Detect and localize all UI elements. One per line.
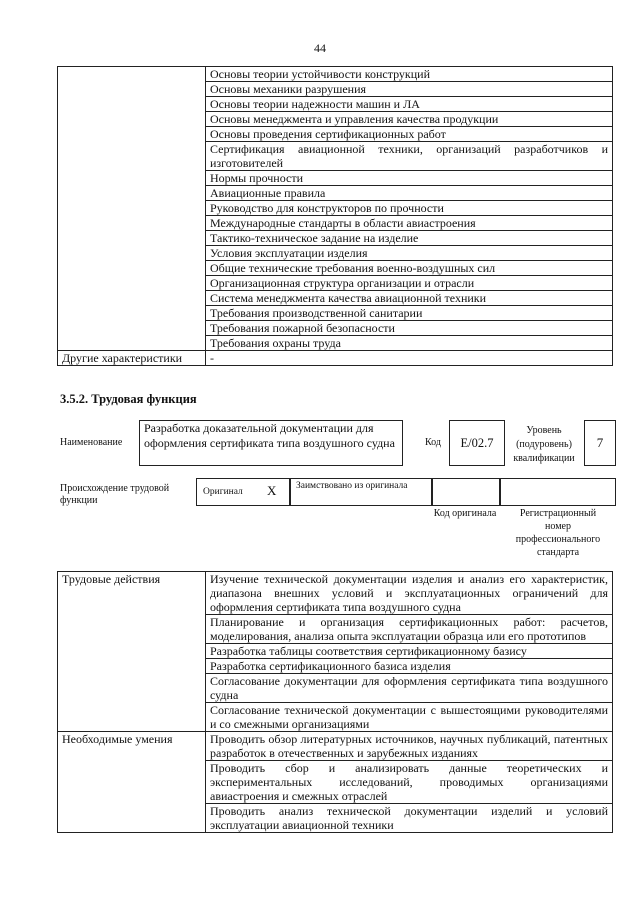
table-row	[58, 732, 613, 761]
table-row	[58, 67, 613, 82]
registration-caption: Регистрационный номер профессионального стандарта	[515, 508, 601, 558]
other-characteristics-value: -	[206, 351, 613, 366]
list-item: Согласование технической документации с вышестоящими руководителями и со смежными организациями	[206, 703, 613, 732]
list-item: Проводить сбор и анализировать данные теоретических и экспериментальных исследований, проводимых организациями авиастроения и смежных отраслей	[206, 761, 613, 804]
list-item: Международные стандарты в области авиастроения	[206, 216, 613, 231]
registration-box	[499, 478, 616, 506]
level-value: 7	[584, 420, 616, 466]
borrowed-box	[289, 478, 433, 506]
origin-label: Происхождение трудовой функции	[60, 483, 170, 506]
list-item: Требования охраны труда	[206, 336, 613, 351]
function-details-table	[57, 571, 613, 833]
level-label: Уровень (подуровень) квалификации	[513, 425, 575, 464]
list-item: Основы проведения сертификационных работ	[206, 127, 613, 142]
empty-label-cell	[58, 67, 206, 351]
list-item: Основы механики разрушения	[206, 82, 613, 97]
table-row	[58, 351, 613, 366]
list-item: Проводить анализ технической документации изделий и условий эксплуатации авиационной техники	[206, 804, 613, 833]
list-item: Организационная структура организации и отрасли	[206, 276, 613, 291]
list-item: Требования производственной санитарии	[206, 306, 613, 321]
section-title: 3.5.2. Трудовая функция	[60, 392, 197, 406]
page-number: 44	[314, 41, 326, 55]
list-item: Разработка сертификационного базиса изделия	[206, 659, 613, 674]
knowledge-table	[57, 66, 613, 366]
list-item: Планирование и организация сертификационных работ: расчетов, моделирования, анализа опыта эксплуатации образца или его прототипов	[206, 615, 613, 644]
code-label: Код	[425, 437, 441, 448]
list-item: Тактико-техническое задание на изделие	[206, 231, 613, 246]
origin-code-box	[431, 478, 501, 506]
list-item: Руководство для конструкторов по прочности	[206, 201, 613, 216]
original-mark: X	[267, 483, 277, 498]
borrowed-label: Заимствовано из оригинала	[296, 481, 408, 491]
original-label: Оригинал	[203, 487, 243, 497]
list-item: Требования пожарной безопасности	[206, 321, 613, 336]
list-item: Система менеджмента качества авиационной техники	[206, 291, 613, 306]
code-caption: Код оригинала	[433, 508, 497, 519]
list-item: Сертификация авиационной техники, организаций разработчиков и изготовителей	[206, 142, 613, 171]
list-item: Основы менеджмента и управления качества продукции	[206, 112, 613, 127]
list-item: Общие технические требования военно-воздушных сил	[206, 261, 613, 276]
list-item: Проводить обзор литературных источников, научных публикаций, патентных разработок в отечественных и зарубежных изданиях	[206, 732, 613, 761]
original-box	[196, 478, 291, 506]
table-row	[58, 572, 613, 615]
list-item: Разработка таблицы соответствия сертификационному базису	[206, 644, 613, 659]
labor-actions-label: Трудовые действия	[58, 572, 206, 732]
list-item: Условия эксплуатации изделия	[206, 246, 613, 261]
function-name: Разработка доказательной документации для оформления сертификата типа воздушного судна	[139, 420, 403, 466]
code-value: E/02.7	[449, 420, 505, 466]
other-characteristics-label: Другие характеристики	[58, 351, 206, 366]
list-item: Основы теории устойчивости конструкций	[206, 67, 613, 82]
list-item: Нормы прочности	[206, 171, 613, 186]
list-item: Основы теории надежности машин и ЛА	[206, 97, 613, 112]
name-label: Наименование	[60, 437, 123, 448]
list-item: Изучение технической документации изделия и анализ его характеристик, диапазона внешних условий и эксплуатационных ограничений для оформления сертификата типа воздушного судна	[206, 572, 613, 615]
list-item: Авиационные правила	[206, 186, 613, 201]
list-item: Согласование документации для оформления сертификата типа воздушного судна	[206, 674, 613, 703]
required-skills-label: Необходимые умения	[58, 732, 206, 833]
